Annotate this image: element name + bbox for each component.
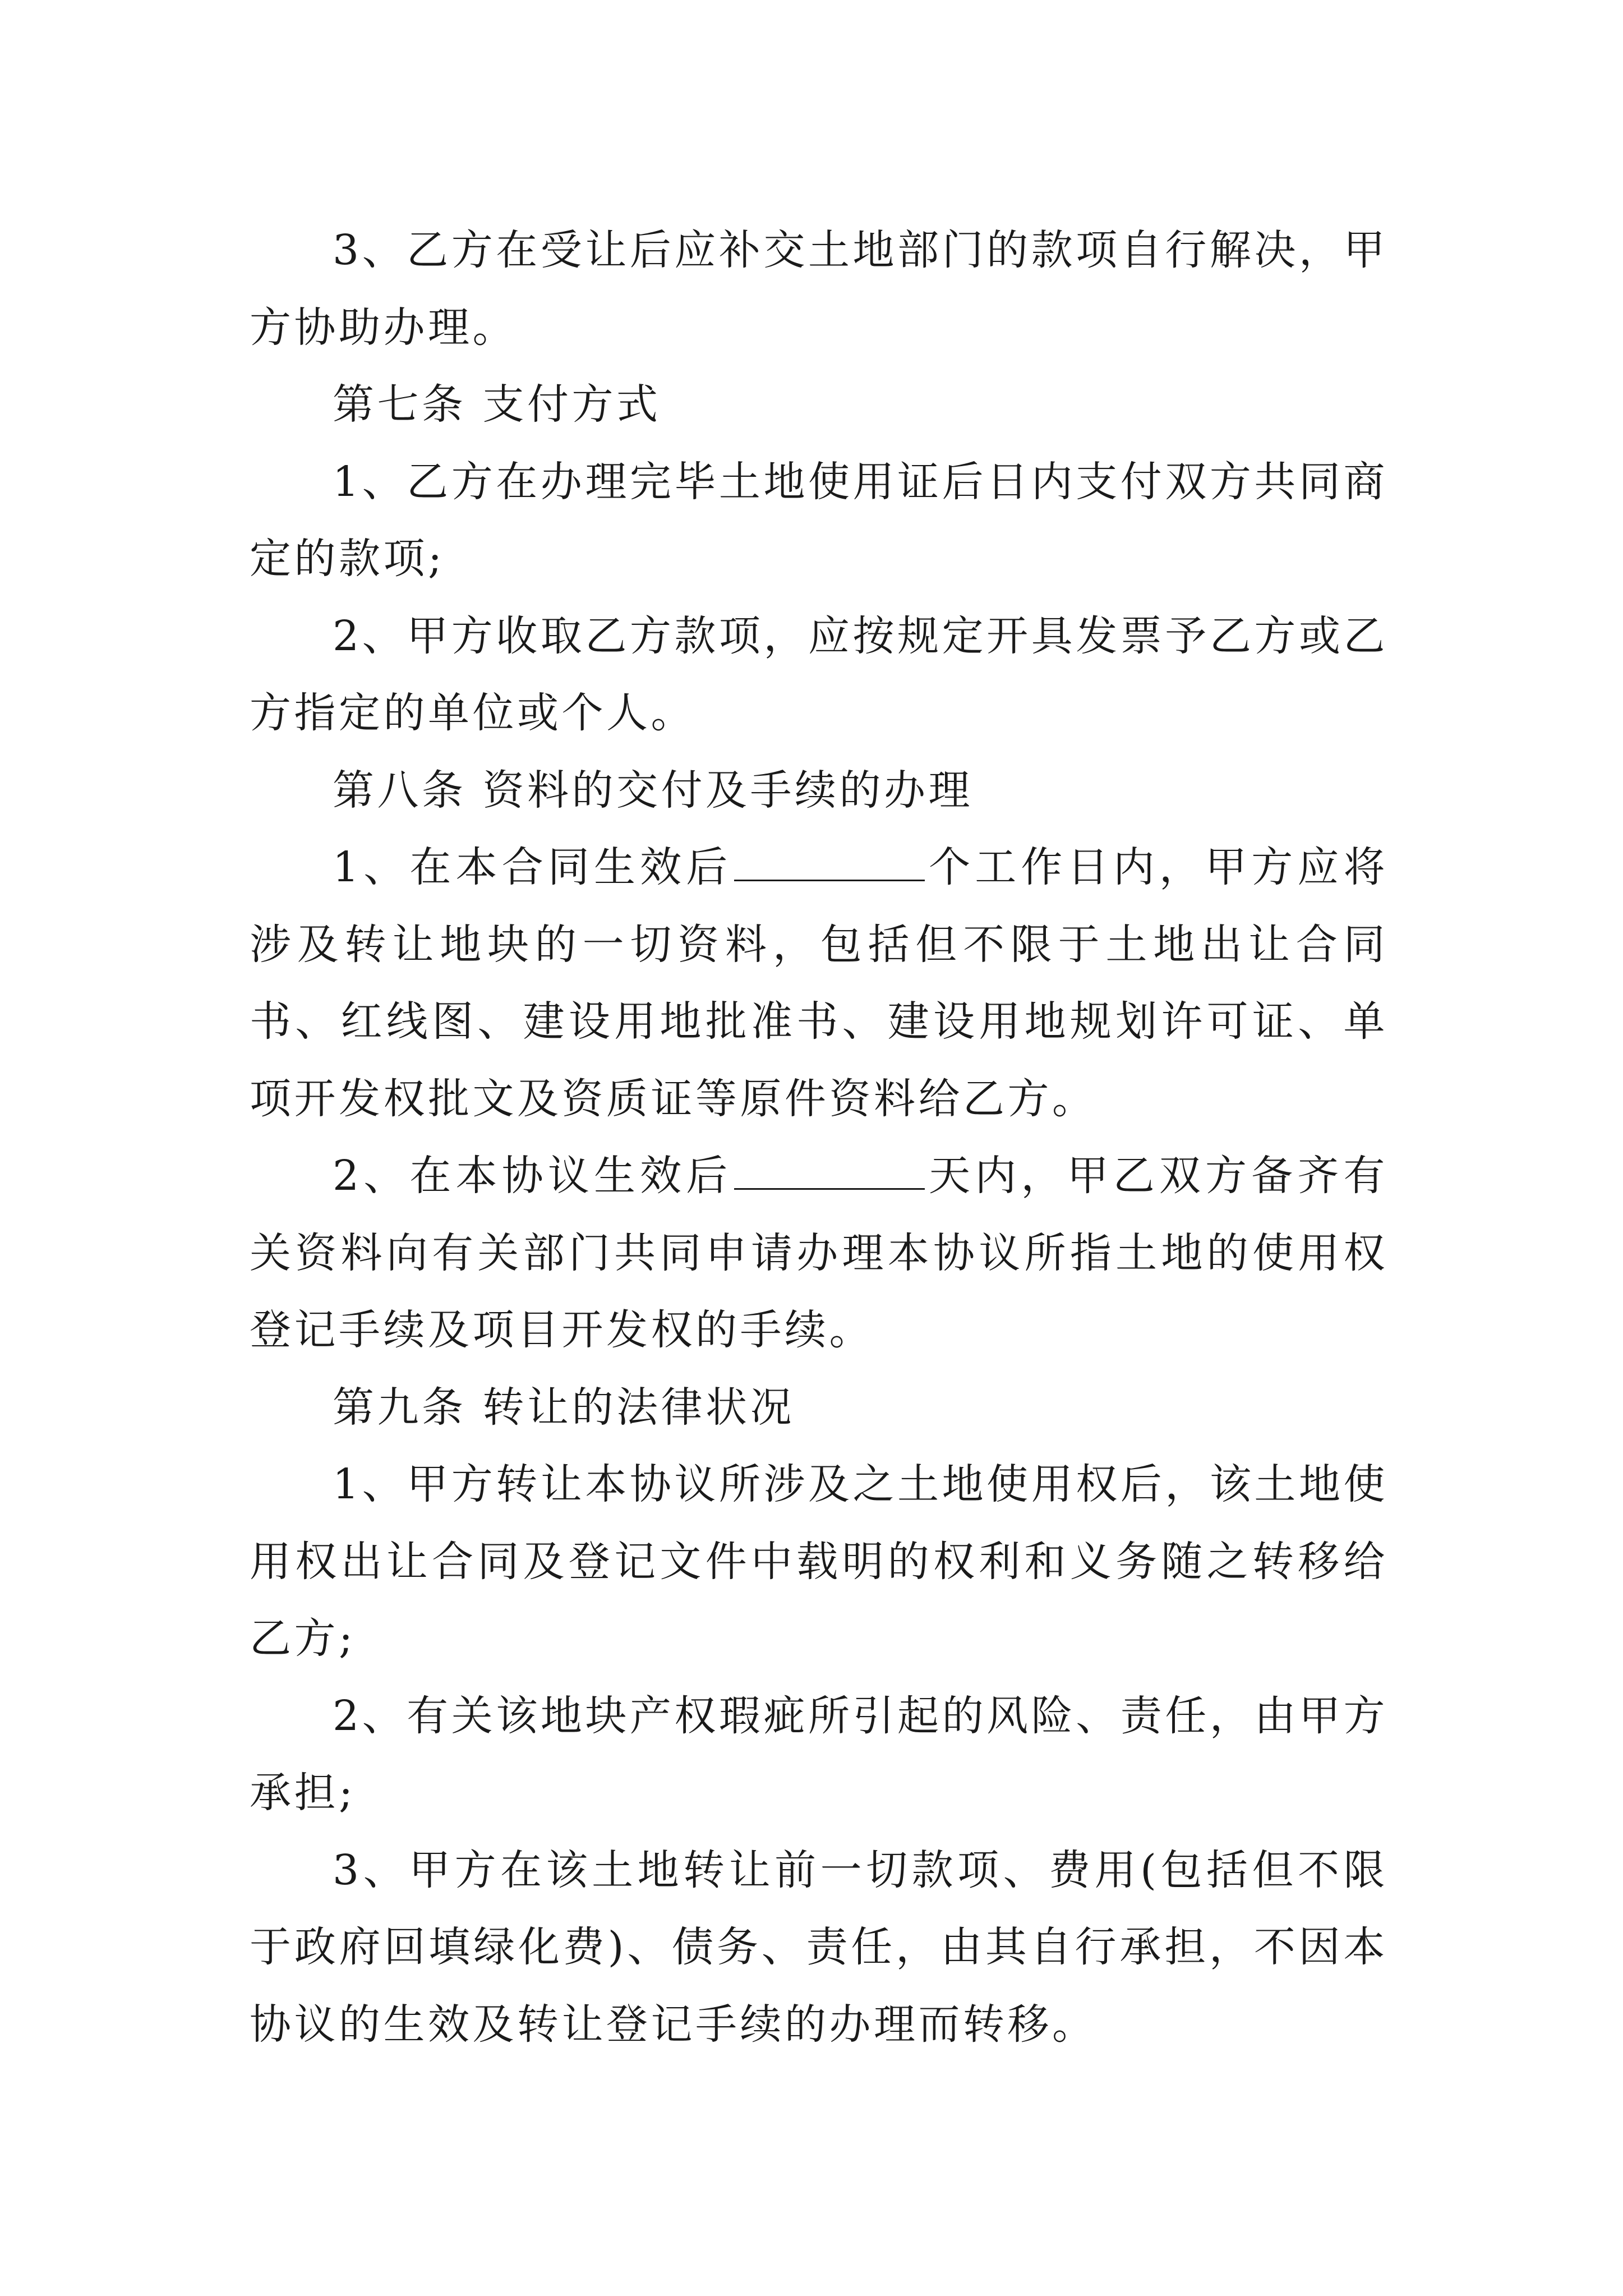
- paragraph-article8-item1-rest: 个工作日内，甲方应将涉及转让地块的一切资料，包括但不限于土地出让合同书、红线图、建设用地批准书、建设用地规划许可证、单项开发权批文及资质证等原件资料给乙方。: [250, 843, 1388, 1123]
- paragraph-article8-item2-start: 2、在本协议生效后: [333, 1152, 732, 1200]
- paragraph-article7-item1: 1、乙方在办理完毕土地使用证后日内支付双方共同商定的款项;: [250, 457, 1388, 583]
- paragraph-article8-item1-start: 1、在本合同生效后: [333, 843, 732, 891]
- fill-in-blank-workdays: [734, 876, 925, 881]
- paragraph-article8-item1: [250, 829, 1388, 1138]
- paragraph-article8-item2: [250, 1138, 1388, 1369]
- paragraph-article8-item2-rest: 天内，甲乙双方备齐有关资料向有关部门共同申请办理本协议所指土地的使用权登记手续及项目开发权的手续。: [250, 1152, 1388, 1354]
- paragraph-article7-item2: 2、甲方收取乙方款项，应按规定开具发票予乙方或乙方指定的单位或个人。: [250, 611, 1388, 737]
- fill-in-blank-days: [734, 1185, 925, 1190]
- article-8-heading: 第八条 资料的交付及手续的办理: [333, 766, 974, 815]
- document-body: [250, 212, 1388, 2063]
- paragraph-article6-item3: 3、乙方在受让后应补交土地部门的款项自行解决，甲方协助办理。: [250, 226, 1388, 352]
- paragraph-article9-item2: 2、有关该地块产权瑕疵所引起的风险、责任，由甲方承担;: [250, 1691, 1388, 1817]
- article-7-heading: 第七条 支付方式: [333, 380, 661, 429]
- paragraph-article9-item3: 3、甲方在该土地转让前一切款项、费用(包括但不限于政府回填绿化费)、债务、责任，由其自行承担，不因本协议的生效及转让登记手续的办理而转移。: [250, 1846, 1388, 2049]
- article-9-heading: 第九条 转让的法律状况: [333, 1383, 795, 1432]
- paragraph-article9-item1: 1、甲方转让本协议所涉及之土地使用权后，该土地使用权出让合同及登记文件中载明的权利和义务随之转移给乙方;: [250, 1460, 1388, 1663]
